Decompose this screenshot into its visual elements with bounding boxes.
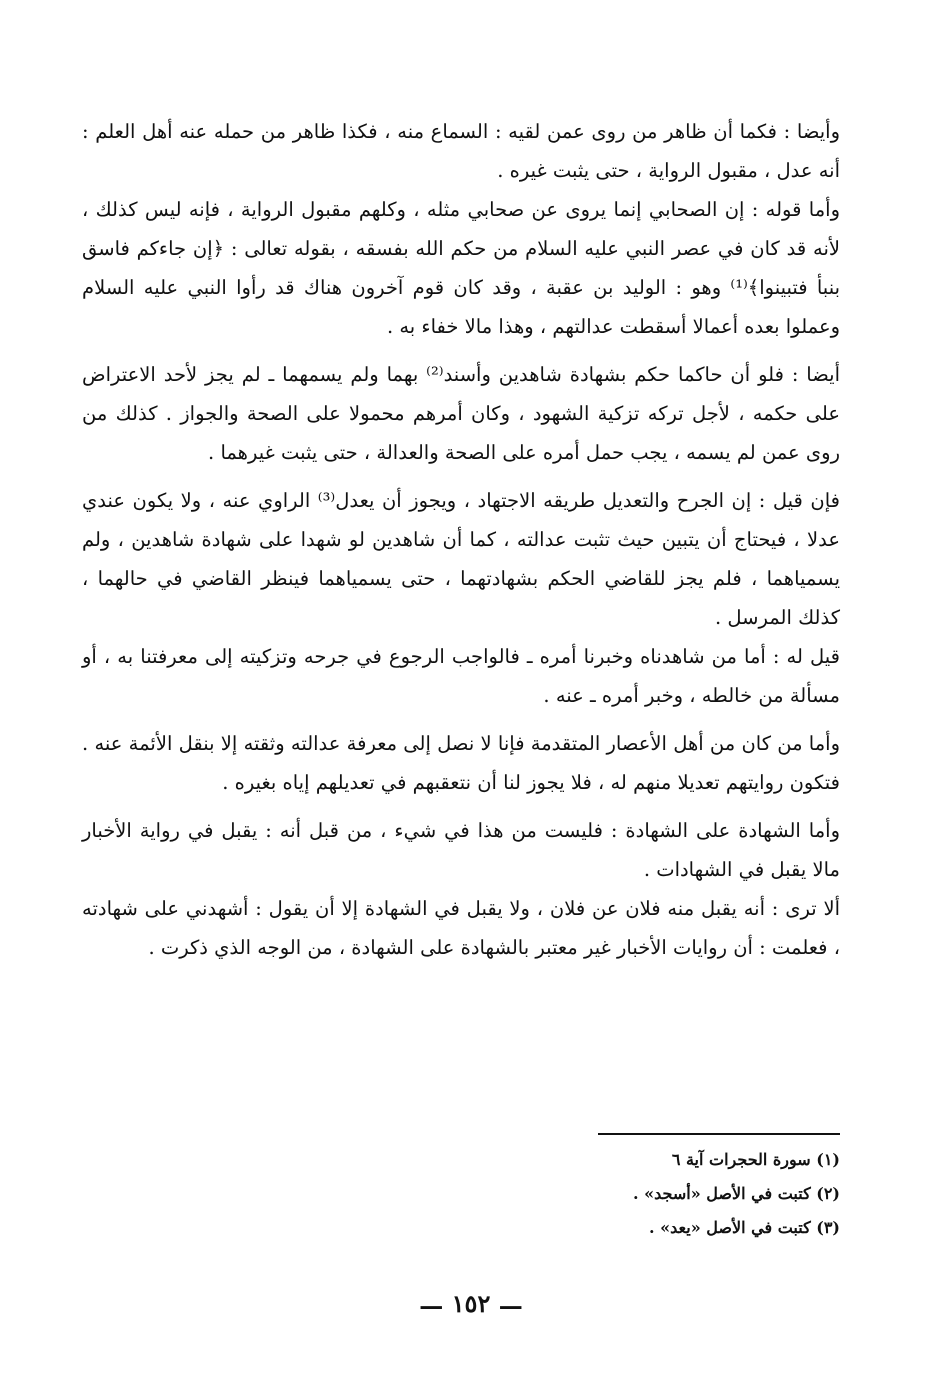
dash-decoration: — xyxy=(419,1290,444,1320)
paragraph-2: وأما قوله : إن الصحابي إنما يروى عن صحابي مثله ، وكلهم مقبول الرواية ، فإنه ليس كذلك ، لأنه قد كان في عصر النبي عليه السلام من حكم الله بفسقه ، بقوله تعالى : ﴿إن جاءكم فاسق بنبأ فتبينوا﴾⁽¹⁾ وهو : الوليد بن عقبة ، وقد كان قوم آخرون هناك قد رأوا النبي عليه السلام وعملوا بعده أعمالا أسقطت عدالتهم ، وهذا مالا خفاء به . xyxy=(82,198,841,338)
footnotes xyxy=(440,1143,840,1245)
paragraph-1: وأيضا : فكما أن ظاهر من روى عمن لقيه : السماع منه ، فكذا ظاهر من حمله عنه أهل العلم : أنه عدل ، مقبول الرواية ، حتى يثبت غيره . xyxy=(82,120,840,182)
paragraph-4: فإن قيل : إن الجرح والتعديل طريقه الاجتهاد ، ويجوز أن يعدل⁽³⁾ الراوي عنه ، ولا يكون عندي عدلا ، فيحتاج أن يتبين حيث تثبت عدالته ، كما أن شاهدين لو شهدا على شهادة شاهدين ، ولم يسمياهما ، فلم يجز للقاضي الحكم بشهادتهما ، حتى يسمياهما فينظر القاضي في حالهما ، كذلك المرسل . xyxy=(82,489,840,629)
footnote-1: (١) سورة الحجرات آية ٦ xyxy=(671,1150,840,1169)
dash-decoration: — xyxy=(498,1290,523,1320)
footnote-3: (٣) كتبت في الأصل «يعد» . xyxy=(649,1218,840,1237)
page-number xyxy=(371,1284,571,1326)
footnote-2: (٢) كتبت في الأصل «أسجد» . xyxy=(633,1184,840,1203)
footnote-divider xyxy=(598,1133,840,1135)
paragraph-8: ألا ترى : أنه يقبل منه فلان عن فلان ، ولا يقبل في الشهادة إلا أن يقول : أشهدني على شهادته ، فعلمت : أن روايات الأخبار غير معتبر بالشهادة على الشهادة ، من الوجه الذي ذكرت . xyxy=(82,897,840,959)
paragraph-5: قيل له : أما من شاهدناه وخبرنا أمره ـ فالواجب الرجوع في جرحه وتزكيته إلى معرفتنا به ، أو مسألة من خالطه ، وخبر أمره ـ عنه . xyxy=(82,645,840,707)
page-number-value: ١٥٢ xyxy=(451,1289,491,1318)
paragraph-6: وأما من كان من أهل الأعصار المتقدمة فإنا لا نصل إلى معرفة عدالته وثقته إلا بنقل الأئمة عنه . فتكون روايتهم تعديلا منهم له ، فلا يجوز لنا أن نتعقبهم في تعديلهم إياه بغيره . xyxy=(82,732,840,794)
main-text xyxy=(82,112,840,967)
paragraph-7: وأما الشهادة على الشهادة : فليست من هذا في شيء ، من قبل أنه : يقبل في رواية الأخبار مالا يقبل في الشهادات . xyxy=(82,819,840,881)
paragraph-3: أيضا : فلو أن حاكما حكم بشهادة شاهدين وأسند⁽²⁾ بهما ولم يسمهما ـ لم يجز لأحد الاعتراض على حكمه ، لأجل تركه تزكية الشهود ، وكان أمرهم محمولا على الصحة والجواز . كذلك من روى عمن لم يسمه ، يجب حمل أمره على الصحة والعدالة ، حتى يثبت غيرهما . xyxy=(82,363,840,464)
